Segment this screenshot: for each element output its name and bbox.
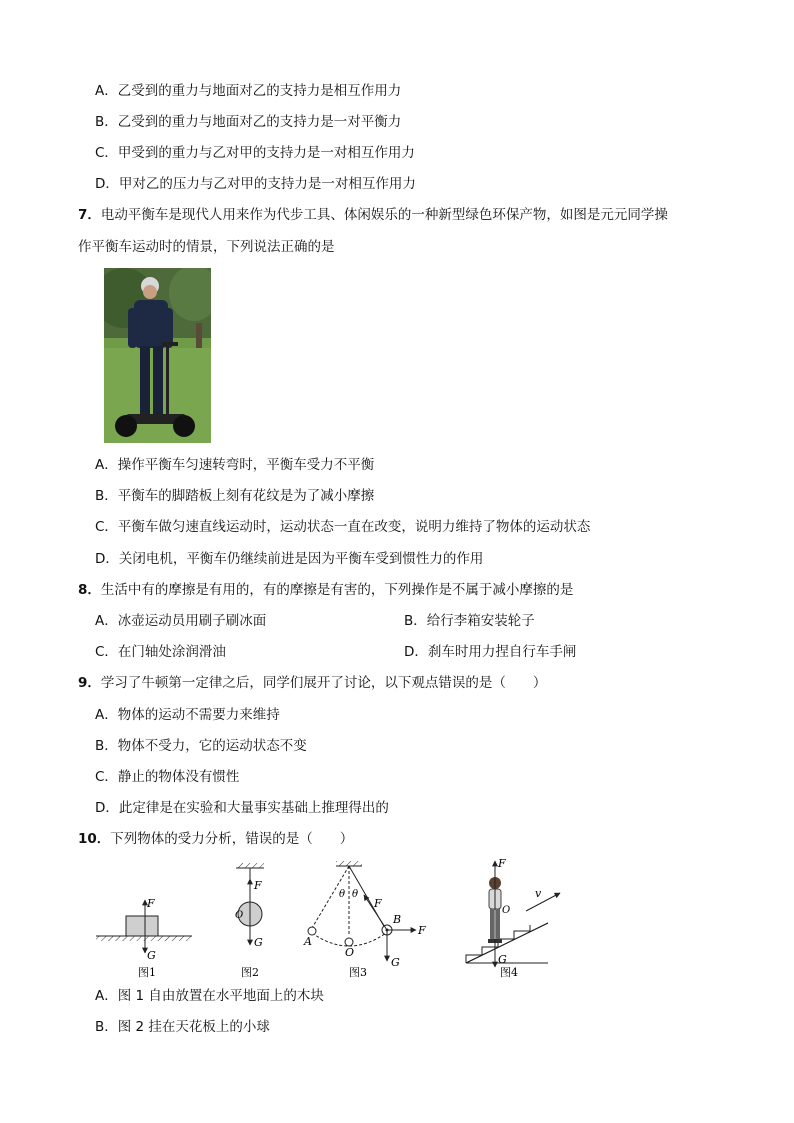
- fig4-label-f: F: [498, 857, 506, 870]
- q8-number: 8．: [78, 582, 101, 598]
- q7-number: 7．: [78, 207, 101, 223]
- q9-option-b: B．物体不受力，它的运动状态不变: [95, 738, 307, 754]
- q7-stem: [78, 206, 668, 224]
- fig1-label-g: G: [147, 949, 156, 962]
- figure-4-escalator: [466, 857, 560, 979]
- fig2-label-g: G: [254, 936, 263, 949]
- q9-option-c: C．静止的物体没有惯性: [95, 769, 240, 785]
- fig3-label-f-tension: F: [374, 897, 382, 910]
- fig3-label-f-horizontal: F: [418, 924, 426, 937]
- q8-option-d: D．刹车时用力捏自行车手闸: [404, 644, 577, 660]
- q7-option-a: A．操作平衡车匀速转弯时，平衡车受力不平衡: [95, 457, 375, 473]
- fig3-theta-right: θ: [352, 889, 359, 900]
- q10-option-a: A．图 1 自由放置在水平地面上的木块: [95, 988, 324, 1004]
- q6-option-d: D．甲对乙的压力与乙对甲的支持力是一对相互作用力: [95, 176, 416, 192]
- q7-option-b: B．平衡车的脚踏板上刻有花纹是为了减小摩擦: [95, 488, 375, 504]
- q8-stem-text: 生活中有的摩擦是有用的，有的摩擦是有害的，下列操作是不属于减小摩擦的是: [100, 582, 574, 598]
- fig3-label-o: O: [345, 946, 355, 959]
- q7-option-c: C．平衡车做匀速直线运动时，运动状态一直在改变，说明力维持了物体的运动状态: [95, 519, 591, 535]
- figure-4-caption: 图4: [500, 966, 518, 979]
- q10-stem: [78, 830, 353, 848]
- q7-stem-line2: 作平衡车运动时的情景，下列说法正确的是: [78, 239, 335, 255]
- q9-option-a: A．物体的运动不需要力来维持: [95, 707, 280, 723]
- q10-stem-text: 下列物体的受力分析，错误的是（ ）: [110, 831, 354, 847]
- figure-2-caption: 图2: [241, 966, 259, 979]
- q6-option-a: A．乙受到的重力与地面对乙的支持力是相互作用力: [95, 83, 402, 99]
- figure-1-caption: 图1: [138, 966, 156, 979]
- fig1-label-f: F: [147, 897, 155, 910]
- force-diagrams: [88, 855, 568, 983]
- figure-3-pendulum: [303, 861, 426, 979]
- q9-option-d: D．此定律是在实验和大量事实基础上推理得出的: [95, 800, 389, 816]
- q10-number: 10．: [78, 831, 111, 847]
- q8-option-a: A．冰壶运动员用刷子刷冰面: [95, 613, 267, 629]
- fig4-label-o: O: [502, 905, 511, 916]
- segway-rider-photo: [104, 268, 211, 443]
- fig3-label-g: G: [391, 956, 400, 969]
- figure-2-ball: [235, 863, 264, 979]
- q9-stem: [78, 674, 546, 692]
- q8-option-b: B．给行李箱安装轮子: [404, 613, 535, 629]
- fig2-label-o: O: [235, 910, 244, 921]
- q9-stem-text: 学习了牛顿第一定律之后，同学们展开了讨论，以下观点错误的是（ ）: [100, 675, 547, 691]
- q8-stem: [78, 581, 573, 599]
- q7-option-d: D．关闭电机，平衡车仍继续前进是因为平衡车受到惯性力的作用: [95, 551, 484, 567]
- figure-1-block: [96, 897, 192, 979]
- fig3-label-a: A: [304, 935, 312, 948]
- q9-number: 9．: [78, 675, 101, 691]
- fig3-label-b: B: [393, 913, 402, 926]
- q6-option-b: B．乙受到的重力与地面对乙的支持力是一对平衡力: [95, 114, 402, 130]
- fig4-label-g: G: [498, 953, 507, 966]
- q8-option-c: C．在门轴处涂润滑油: [95, 644, 226, 660]
- q6-option-c: C．甲受到的重力与乙对甲的支持力是一对相互作用力: [95, 145, 415, 161]
- fig3-theta-left: θ: [339, 889, 346, 900]
- fig4-label-v: v: [535, 887, 542, 900]
- fig2-label-f: F: [254, 879, 262, 892]
- q7-stem-line1: 电动平衡车是现代人用来作为代步工具、体闲娱乐的一种新型绿色环保产物，如图是元元同学操: [100, 207, 668, 223]
- q10-option-b: B．图 2 挂在天花板上的小球: [95, 1019, 270, 1035]
- figure-3-caption: 图3: [349, 966, 367, 979]
